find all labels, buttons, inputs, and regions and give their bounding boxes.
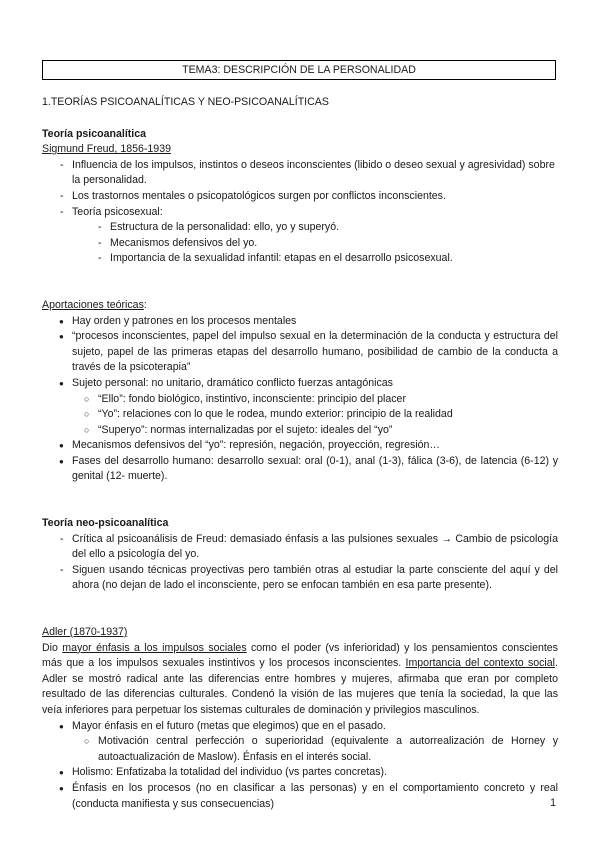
neo-list [42, 532, 558, 594]
list-item: ● Sujeto personal: no unitario, dramático conflicto fuerzas antagónicas [42, 376, 558, 392]
adler-list [42, 719, 558, 735]
list-item: ● Mecanismos defensivos del “yo”: represión, negación, proyección, regresión… [42, 438, 558, 454]
list-item: ○ “Superyo”: normas internalizadas por el sujeto: ideales del “yo” [72, 423, 558, 439]
list-item: - Influencia de los impulsos, instintos o deseos inconscientes (libido o deseo sexual y agresividad) sobre la personalidad. [42, 158, 558, 189]
list-item: - Crítica al psicoanálisis de Freud: demasiado énfasis a las pulsiones sexuales → Cambio de psicología del ello a psicología del yo. [42, 532, 558, 563]
psicosexual-sublist [80, 220, 558, 267]
list-item: - Estructura de la personalidad: ello, yo y superyó. [80, 220, 558, 236]
aportaciones-heading: Aportaciones teóricas: [42, 298, 147, 311]
list-item: - Mecanismos defensivos del yo. [80, 236, 558, 252]
neo-psicoanalitica-heading: Teoría neo-psicoanalítica [42, 517, 169, 530]
section-heading: 1.TEORÍAS PSICOANALÍTICAS Y NEO-PSICOANALÍTICAS [42, 96, 329, 108]
list-item: ● Énfasis en los procesos (no en clasificar a las personas) y en el comportamiento concreto y real (conducta manifiesta y sus consecuencias) [42, 781, 558, 812]
list-item: ● Hay orden y patrones en los procesos mentales [42, 314, 558, 330]
adler-sublist [72, 734, 558, 765]
list-item: ● Fases del desarrollo humano: desarrollo sexual: oral (0-1), anal (1-3), fálica (3-6), de latencia (6-12) y genital (12- muerte). [42, 454, 558, 485]
list-item: ○ Motivación central perfección o superioridad (equivalente a autorrealización de Horney y autoactualización de Maslow). Énfasis en el interés social. [72, 734, 558, 765]
page-number: 1 [550, 797, 556, 809]
psicoanalitica-heading: Teoría psicoanalítica [42, 127, 147, 140]
document-title: TEMA3: DESCRIPCIÓN DE LA PERSONALIDAD [42, 60, 556, 80]
freud-author: Sigmund Freud, 1856-1939 [42, 143, 171, 156]
aportaciones-list-continued [42, 438, 558, 485]
list-item: - Importancia de la sexualidad infantil: etapas en el desarrollo psicosexual. [80, 251, 558, 267]
list-item: - Siguen usando técnicas proyectivas pero también otras al estudiar la parte consciente del aquí y del ahora (no dejan de lado el inconsciente, pero se enfocan también en esa parte presente). [42, 563, 558, 594]
list-item: ● Holismo: Enfatizaba la totalidad del individuo (vs partes concretas). [42, 765, 558, 781]
list-item: ○ “Ello”: fondo biológico, instintivo, inconsciente: principio del placer [72, 392, 558, 408]
adler-list-continued [42, 765, 558, 812]
document-content [42, 95, 558, 812]
aportaciones-sublist [72, 392, 558, 439]
psicoanalitica-list [42, 158, 558, 220]
list-item: - Los trastornos mentales o psicopatológicos surgen por conflictos inconscientes. [42, 189, 558, 205]
list-item: ● “procesos inconscientes, papel del impulso sexual en la determinación de la conducta y estructura del sujeto, papel de las primeras etapas del desarrollo humano, posibilidad de cambio de la conducta a través de la psicoterapia” [42, 329, 558, 376]
list-item: - Teoría psicosexual: [42, 205, 558, 221]
aportaciones-list [42, 314, 558, 392]
list-item: ○ “Yo”: relaciones con lo que le rodea, mundo exterior: principio de la realidad [72, 407, 558, 423]
adler-heading: Adler (1870-1937) [42, 626, 128, 639]
adler-paragraph: Dio mayor énfasis a los impulsos sociales como el poder (vs inferioridad) y los pensamientos conscientes más que a los impulsos sexuales instintivos y los procesos inconscientes. Importancia del contexto social. Adler se mostró radical ante las diferencias entre hombres y mujeres, afirmaba que eran por completo resultado de las diferencias culturales. Condenó la visión de las mujeres que tenía la sociedad, la que las veía inferiores para perpetuar los sistemas culturales de dominación y privilegios masculinos. [42, 641, 558, 716]
list-item: ● Mayor énfasis en el futuro (metas que elegimos) que en el pasado. [42, 719, 558, 735]
